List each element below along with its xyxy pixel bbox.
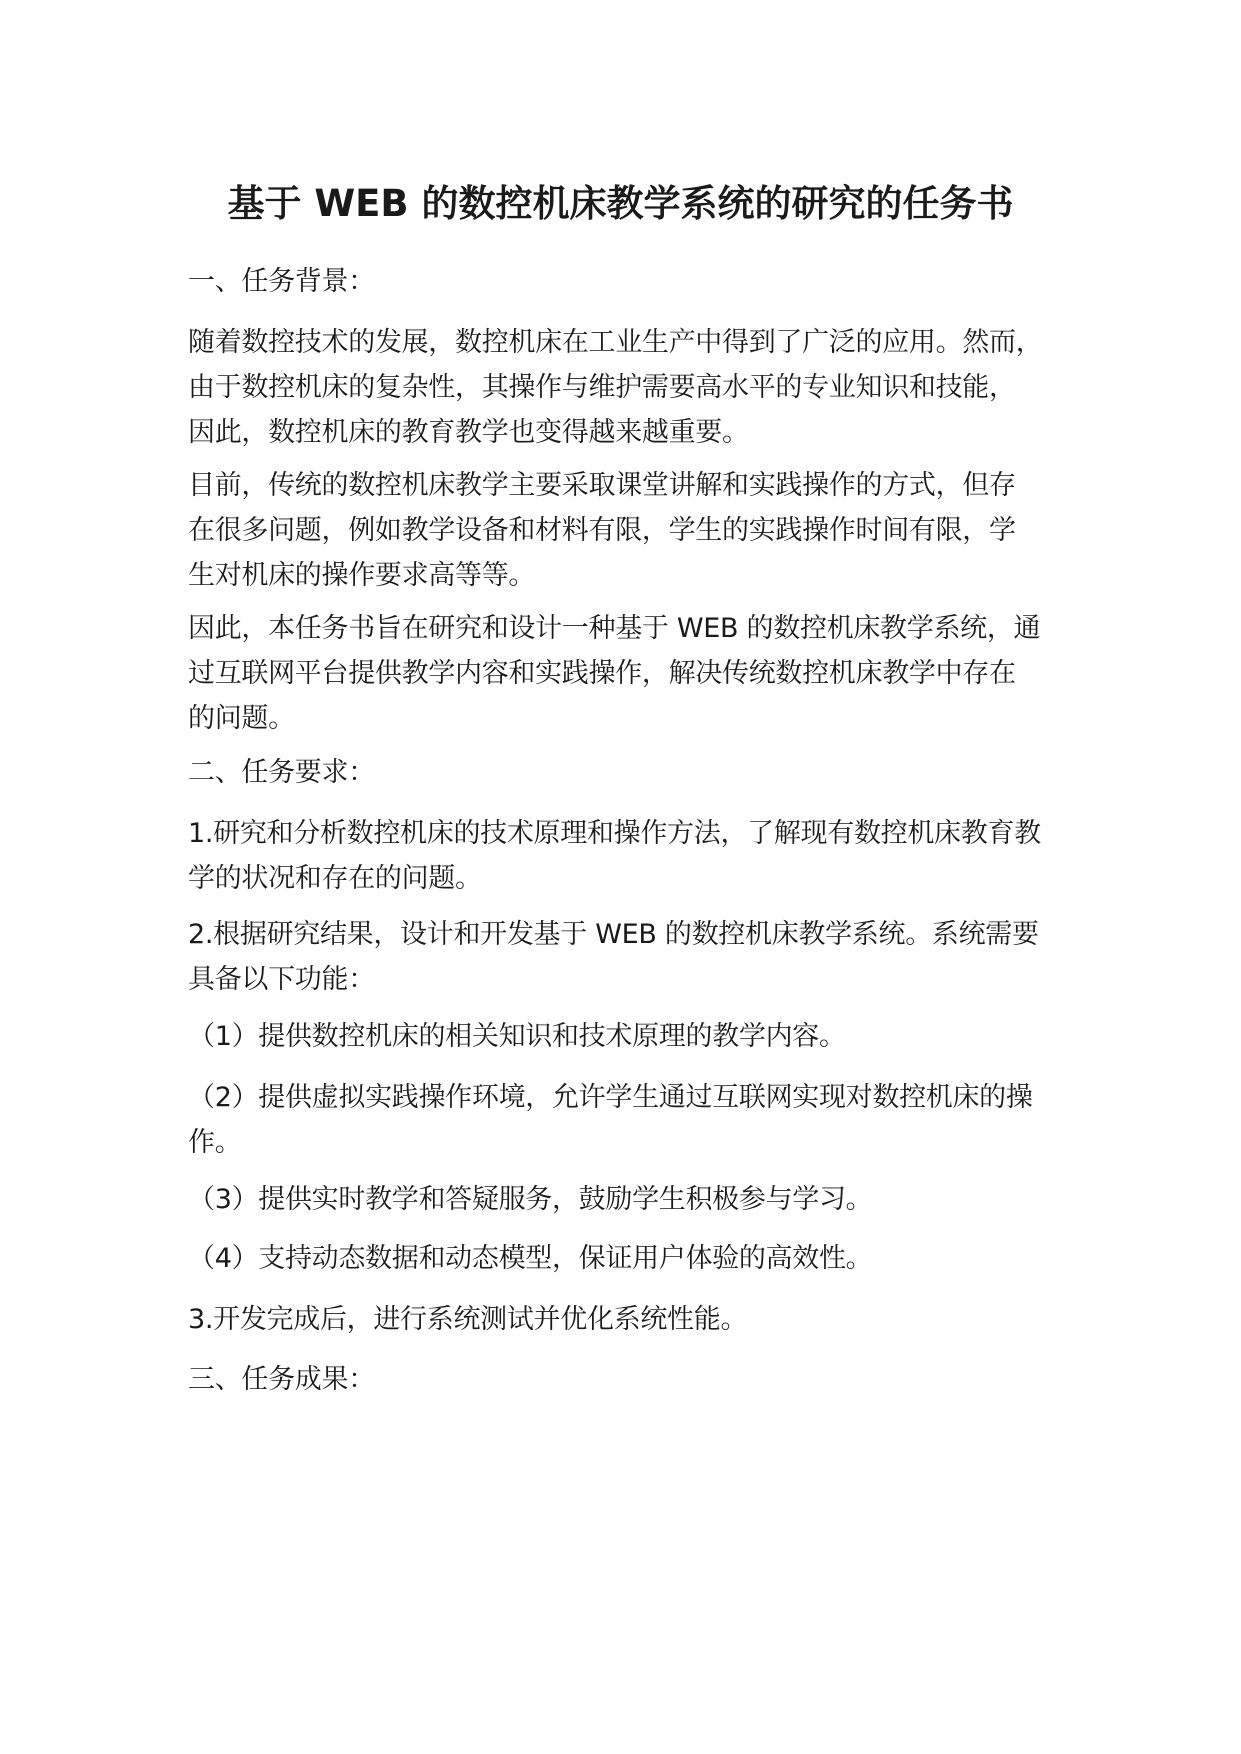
requirement-item-2 <box>188 912 1068 1002</box>
section-heading-results: 三、任务成果： <box>188 1364 375 1395</box>
text-line: 因此，数控机床的教育教学也变得越来越重要。 <box>188 417 749 448</box>
text-line: 具备以下功能： <box>188 964 375 995</box>
text-line: 过互联网平台提供教学内容和实践操作，解决传统数控机床教学中存在 <box>188 658 1016 689</box>
section-heading-requirements: 二、任务要求： <box>188 757 375 788</box>
text-line: 在很多问题，例如教学设备和材料有限，学生的实践操作时间有限，学 <box>188 515 1016 546</box>
paragraph-background-2 <box>188 463 1068 598</box>
document-title: 基于 WEB 的数控机床教学系统的研究的任务书 <box>227 182 1014 225</box>
text-line: 学的状况和存在的问题。 <box>188 863 482 894</box>
text-line: （2）提供虚拟实践操作环境，允许学生通过互联网实现对数控机床的操 <box>188 1082 1033 1113</box>
requirement-item-1 <box>188 811 1068 901</box>
requirement-subitem-2 <box>188 1075 1068 1165</box>
requirement-item-3: 3.开发完成后，进行系统测试并优化系统性能。 <box>188 1304 748 1335</box>
paragraph-background-1 <box>188 320 1068 455</box>
text-line: 生对机床的操作要求高等等。 <box>188 560 536 591</box>
text-line: 由于数控机床的复杂性，其操作与维护需要高水平的专业知识和技能， <box>188 372 1016 403</box>
text-line: 的问题。 <box>188 703 295 734</box>
text-line: 因此，本任务书旨在研究和设计一种基于 WEB 的数控机床教学系统，通 <box>188 613 1041 644</box>
requirement-subitem-3: （3）提供实时教学和答疑服务，鼓励学生积极参与学习。 <box>188 1184 873 1215</box>
text-line: 目前，传统的数控机床教学主要采取课堂讲解和实践操作的方式，但存 <box>188 470 1016 501</box>
paragraph-background-3 <box>188 606 1068 741</box>
section-heading-background: 一、任务背景： <box>188 266 375 297</box>
text-line: 1.研究和分析数控机床的技术原理和操作方法，了解现有数控机床教育教 <box>188 818 1041 849</box>
requirement-subitem-1: （1）提供数控机床的相关知识和技术原理的教学内容。 <box>188 1021 846 1052</box>
text-line: 随着数控技术的发展，数控机床在工业生产中得到了广泛的应用。然而， <box>188 327 1043 358</box>
requirement-subitem-4: （4）支持动态数据和动态模型，保证用户体验的高效性。 <box>188 1243 873 1274</box>
text-line: 2.根据研究结果，设计和开发基于 WEB 的数控机床教学系统。系统需要 <box>188 919 1039 950</box>
text-line: 作。 <box>188 1127 242 1158</box>
